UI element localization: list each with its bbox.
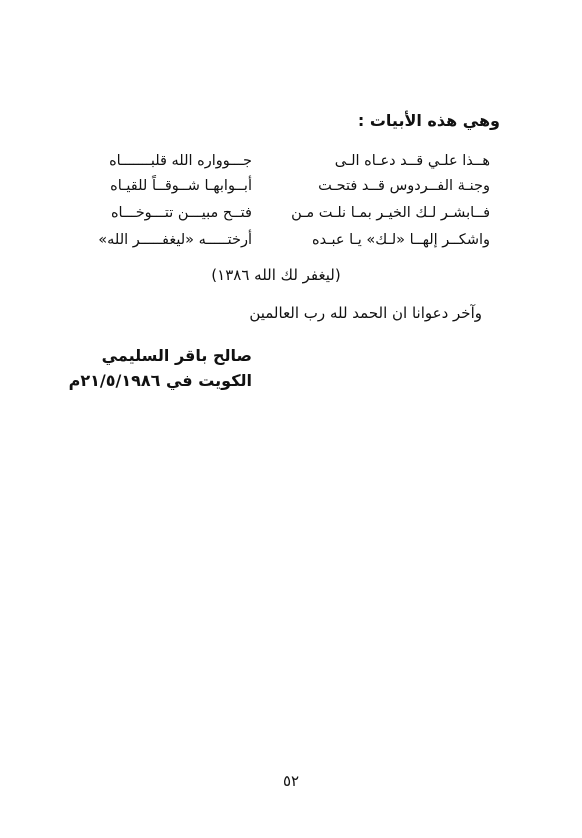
verse-second-hemistich: فتــح مبيـــن تتـــوخـــاه — [110, 205, 252, 221]
verse-second-hemistich: جـــوواره الله قلبـــــــاه — [109, 153, 252, 169]
verse-row-2 — [72, 175, 490, 197]
verse-first-hemistich: وجنـة الفــردوس قــد فتحـت — [318, 178, 490, 194]
verse-second-hemistich: أرختـــــه «ليغفـــــر الله» — [98, 232, 252, 248]
verse-row-4 — [72, 229, 490, 251]
chronogram-date: (ليغفر لك الله ١٣٨٦) — [211, 266, 341, 284]
author-signature: صالح باقر السليمي — [101, 346, 252, 365]
verse-row-1 — [72, 150, 490, 172]
place-and-date: الكويت في ٢١/٥/١٩٨٦م — [68, 371, 252, 390]
verse-second-hemistich: أبــوابهـا شــوقــاً للقيـاه — [110, 178, 252, 194]
intro-line: وهي هذه الأبيات : — [357, 111, 500, 130]
verse-first-hemistich: فــابشـر لـك الخيـر بمـا نلـت مـن — [291, 205, 490, 221]
closing-prayer: وآخر دعوانا ان الحمد لله رب العالمين — [249, 304, 482, 322]
verse-first-hemistich: هــذا علـي قــد دعـاه الـى — [334, 153, 490, 169]
page-number: ٥٢ — [282, 772, 300, 790]
verse-first-hemistich: واشكــر إلهــا «لـك» يـا عبـده — [312, 232, 490, 248]
verse-row-3 — [72, 202, 490, 224]
